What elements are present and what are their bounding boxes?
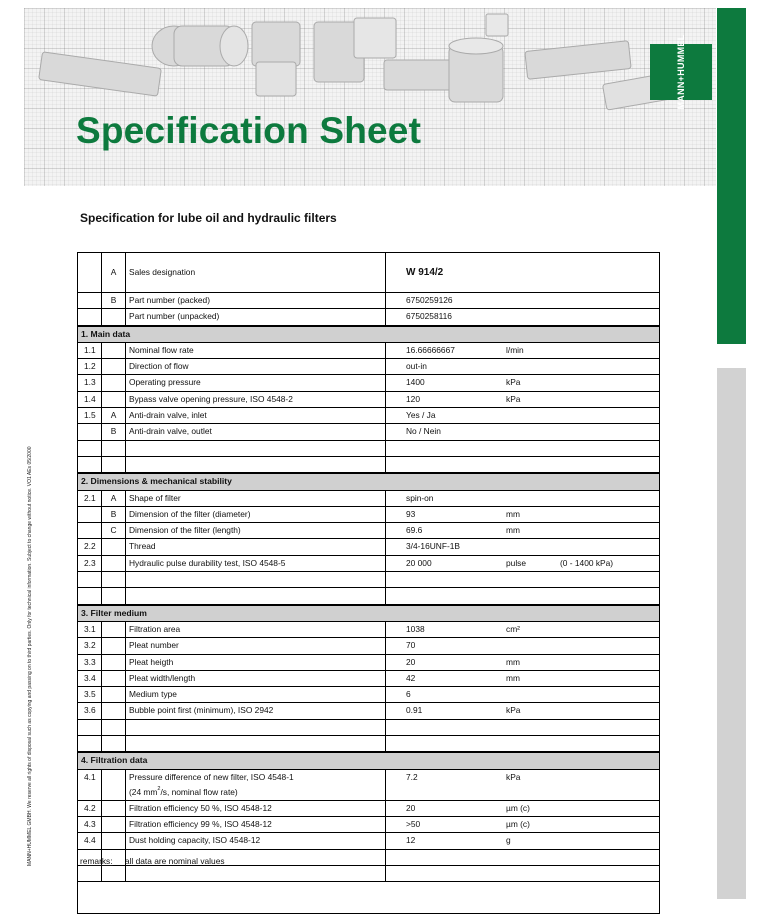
row-number: 1.1 <box>78 343 102 358</box>
row-description: Filtration efficiency 50 %, ISO 4548-12 <box>126 801 386 816</box>
sales-designation-value: W 914/2 <box>406 267 444 278</box>
row-number: 3.6 <box>78 703 102 718</box>
spec-row <box>78 687 659 703</box>
logo-text: MANN+HUMMEL <box>676 34 686 110</box>
empty-row <box>78 736 659 752</box>
row-description: Filtration area <box>126 622 386 637</box>
row-value: 1400 <box>406 377 425 388</box>
row-value: 1038 <box>406 623 425 634</box>
row-value: 16.66666667 <box>406 344 455 355</box>
part-number-unpacked-row <box>78 309 659 325</box>
section-header-filtration-data <box>78 752 659 769</box>
remarks-text: all data are nominal values <box>124 856 225 866</box>
side-legal-note: MANN+HUMMEL GMBH. We reserve all rights of disposal such as copying and passing on to third parties. Only for technical information. Subject to change without notice. VO1 AEs 05/2000 <box>27 446 33 866</box>
row-number: 3.4 <box>78 671 102 686</box>
row-description: Dimension of the filter (length) <box>126 523 386 538</box>
row-unit <box>506 539 556 554</box>
spec-row <box>78 622 659 638</box>
row-description: Hydraulic pulse durability test, ISO 4548-5 <box>126 556 386 571</box>
spec-row <box>78 375 659 391</box>
section-header-filter-medium <box>78 605 659 622</box>
row-description: Pleat width/length <box>126 671 386 686</box>
row-value: 120 <box>406 393 420 404</box>
row-letter: A <box>102 253 126 292</box>
row-number: 3.2 <box>78 638 102 653</box>
row-number: 1.5 <box>78 408 102 423</box>
row-unit <box>506 359 556 374</box>
empty-row <box>78 441 659 457</box>
section-header-dimensions <box>78 473 659 490</box>
gray-side-bar <box>717 368 746 899</box>
row-unit <box>506 687 556 702</box>
row-number: 1.3 <box>78 375 102 390</box>
row-value: 20 <box>406 656 416 667</box>
row-letter <box>102 655 126 670</box>
row-value: Yes / Ja <box>406 410 436 421</box>
spec-row <box>78 833 659 849</box>
row-unit: µm (c) <box>506 818 530 829</box>
row-unit: mm <box>506 656 520 667</box>
row-value: 6750259126 <box>406 295 453 305</box>
row-unit <box>506 424 556 439</box>
empty-row <box>78 588 659 604</box>
row-unit: mm <box>506 672 520 683</box>
spec-row <box>78 343 659 359</box>
row-number: 2.2 <box>78 539 102 554</box>
row-description-line2: (24 $mm^2/s$, nominal flow rate) <box>129 785 238 797</box>
row-letter <box>102 671 126 686</box>
row-number: 4.1 <box>78 770 102 800</box>
row-value: No / Nein <box>406 426 441 437</box>
row-value: 6750258116 <box>406 311 452 322</box>
row-letter <box>102 622 126 637</box>
sales-designation-row <box>78 253 659 293</box>
row-letter: B <box>102 293 126 308</box>
row-letter <box>102 687 126 702</box>
row-unit: kPa <box>506 393 521 404</box>
document-subtitle: Specification for lube oil and hydraulic filters <box>80 211 337 225</box>
row-description <box>126 770 386 800</box>
row-unit: kPa <box>506 705 521 716</box>
spec-row <box>78 507 659 523</box>
row-description: Part number (unpacked) <box>126 309 386 324</box>
spec-row <box>78 556 659 572</box>
row-description: Bypass valve opening pressure, ISO 4548-2 <box>126 392 386 407</box>
row-description: Sales designation <box>126 253 386 292</box>
row-unit <box>506 491 556 506</box>
row-extra: (0 - 1400 kPa) <box>560 557 614 568</box>
spec-row <box>78 655 659 671</box>
section-title: 2. Dimensions & mechanical stability <box>81 476 232 487</box>
row-description: Thread <box>126 539 386 554</box>
row-number: 2.3 <box>78 556 102 571</box>
row-description-line1: Pressure difference of new filter, ISO 4548-1 <box>129 771 294 782</box>
spec-row <box>78 770 659 801</box>
row-description: Pleat number <box>126 638 386 653</box>
row-unit <box>506 638 556 653</box>
row-number <box>78 424 102 439</box>
row-value: 7.2 <box>406 771 418 782</box>
row-value: 70 <box>406 640 416 651</box>
section-title: 3. Filter medium <box>81 607 147 618</box>
row-number: 4.4 <box>78 833 102 848</box>
header-band <box>24 8 716 186</box>
row-number: 1.2 <box>78 359 102 374</box>
row-description: Bubble point first (minimum), ISO 2942 <box>126 703 386 718</box>
specification-table <box>77 252 660 914</box>
spec-row <box>78 801 659 817</box>
row-letter <box>102 833 126 848</box>
row-description: Filtration efficiency 99 %, ISO 4548-12 <box>126 817 386 832</box>
row-unit: l/min <box>506 344 524 355</box>
row-description: Nominal flow rate <box>126 343 386 358</box>
row-number: 3.1 <box>78 622 102 637</box>
section-title: 1. Main data <box>81 328 131 339</box>
empty-row <box>78 720 659 736</box>
empty-row <box>78 572 659 588</box>
spec-row <box>78 817 659 833</box>
row-letter <box>102 556 126 571</box>
remarks <box>80 856 225 866</box>
row-description: Dust holding capacity, ISO 4548-12 <box>126 833 386 848</box>
row-letter <box>102 392 126 407</box>
row-letter <box>102 801 126 816</box>
row-letter <box>102 359 126 374</box>
row-number: 3.5 <box>78 687 102 702</box>
row-description: Pleat heigth <box>126 655 386 670</box>
row-letter <box>102 770 126 800</box>
empty-row <box>78 866 659 882</box>
row-letter: A <box>102 408 126 423</box>
row-value: spin-on <box>406 492 434 503</box>
row-number <box>78 523 102 538</box>
part-number-packed-row <box>78 293 659 309</box>
row-description: Anti-drain valve, outlet <box>126 424 386 439</box>
row-description: Shape of filter <box>126 491 386 506</box>
row-value: out-in <box>406 361 427 372</box>
row-unit: kPa <box>506 377 521 388</box>
spec-row <box>78 359 659 375</box>
spec-row <box>78 424 659 440</box>
row-value: >50 <box>406 818 421 829</box>
spec-row <box>78 539 659 555</box>
row-number: 2.1 <box>78 491 102 506</box>
row-description: Dimension of the filter (diameter) <box>126 507 386 522</box>
row-letter <box>102 703 126 718</box>
row-value: 3/4-16UNF-1B <box>406 541 460 552</box>
row-value: 20 000 <box>406 557 432 568</box>
spec-row <box>78 491 659 507</box>
section-title: 4. Filtration data <box>81 755 148 766</box>
row-letter: C <box>102 523 126 538</box>
row-value: 69.6 <box>406 525 423 536</box>
row-letter <box>102 638 126 653</box>
filter-illustrations <box>24 8 716 118</box>
row-letter <box>102 343 126 358</box>
row-description: Operating pressure <box>126 375 386 390</box>
row-value: 12 <box>406 835 416 846</box>
row-unit: µm (c) <box>506 802 530 813</box>
remarks-label: remarks: <box>80 856 113 866</box>
row-letter <box>102 539 126 554</box>
page-title: Specification Sheet <box>76 110 422 151</box>
row-unit: cm² <box>506 623 520 634</box>
row-description: Anti-drain valve, inlet <box>126 408 386 423</box>
row-unit: kPa <box>506 771 521 782</box>
row-letter: A <box>102 491 126 506</box>
spec-row <box>78 638 659 654</box>
row-value: 6 <box>406 689 411 700</box>
spec-row <box>78 408 659 424</box>
row-number: 1.4 <box>78 392 102 407</box>
row-unit: pulse <box>506 557 527 568</box>
row-number <box>78 507 102 522</box>
row-letter <box>102 375 126 390</box>
row-value: 20 <box>406 802 416 813</box>
spec-row <box>78 703 659 719</box>
green-side-bar <box>717 8 746 344</box>
mann-hummel-logo <box>650 34 712 110</box>
row-number: 3.3 <box>78 655 102 670</box>
row-letter: B <box>102 507 126 522</box>
row-description: Medium type <box>126 687 386 702</box>
row-description: Part number (packed) <box>126 293 386 308</box>
row-number: 4.3 <box>78 817 102 832</box>
row-number: 4.2 <box>78 801 102 816</box>
row-unit: mm <box>506 508 520 519</box>
row-letter: B <box>102 424 126 439</box>
spec-row <box>78 392 659 408</box>
row-letter <box>102 817 126 832</box>
row-description: Direction of flow <box>126 359 386 374</box>
section-header-main-data <box>78 326 659 343</box>
spec-row <box>78 523 659 539</box>
empty-row <box>78 457 659 473</box>
spec-row <box>78 671 659 687</box>
row-unit: mm <box>506 525 520 536</box>
row-letter <box>102 309 126 324</box>
row-value: 0.91 <box>406 705 423 716</box>
row-unit: g <box>506 835 511 846</box>
row-value: 93 <box>406 508 416 519</box>
row-value: 42 <box>406 672 416 683</box>
row-unit <box>506 408 556 423</box>
